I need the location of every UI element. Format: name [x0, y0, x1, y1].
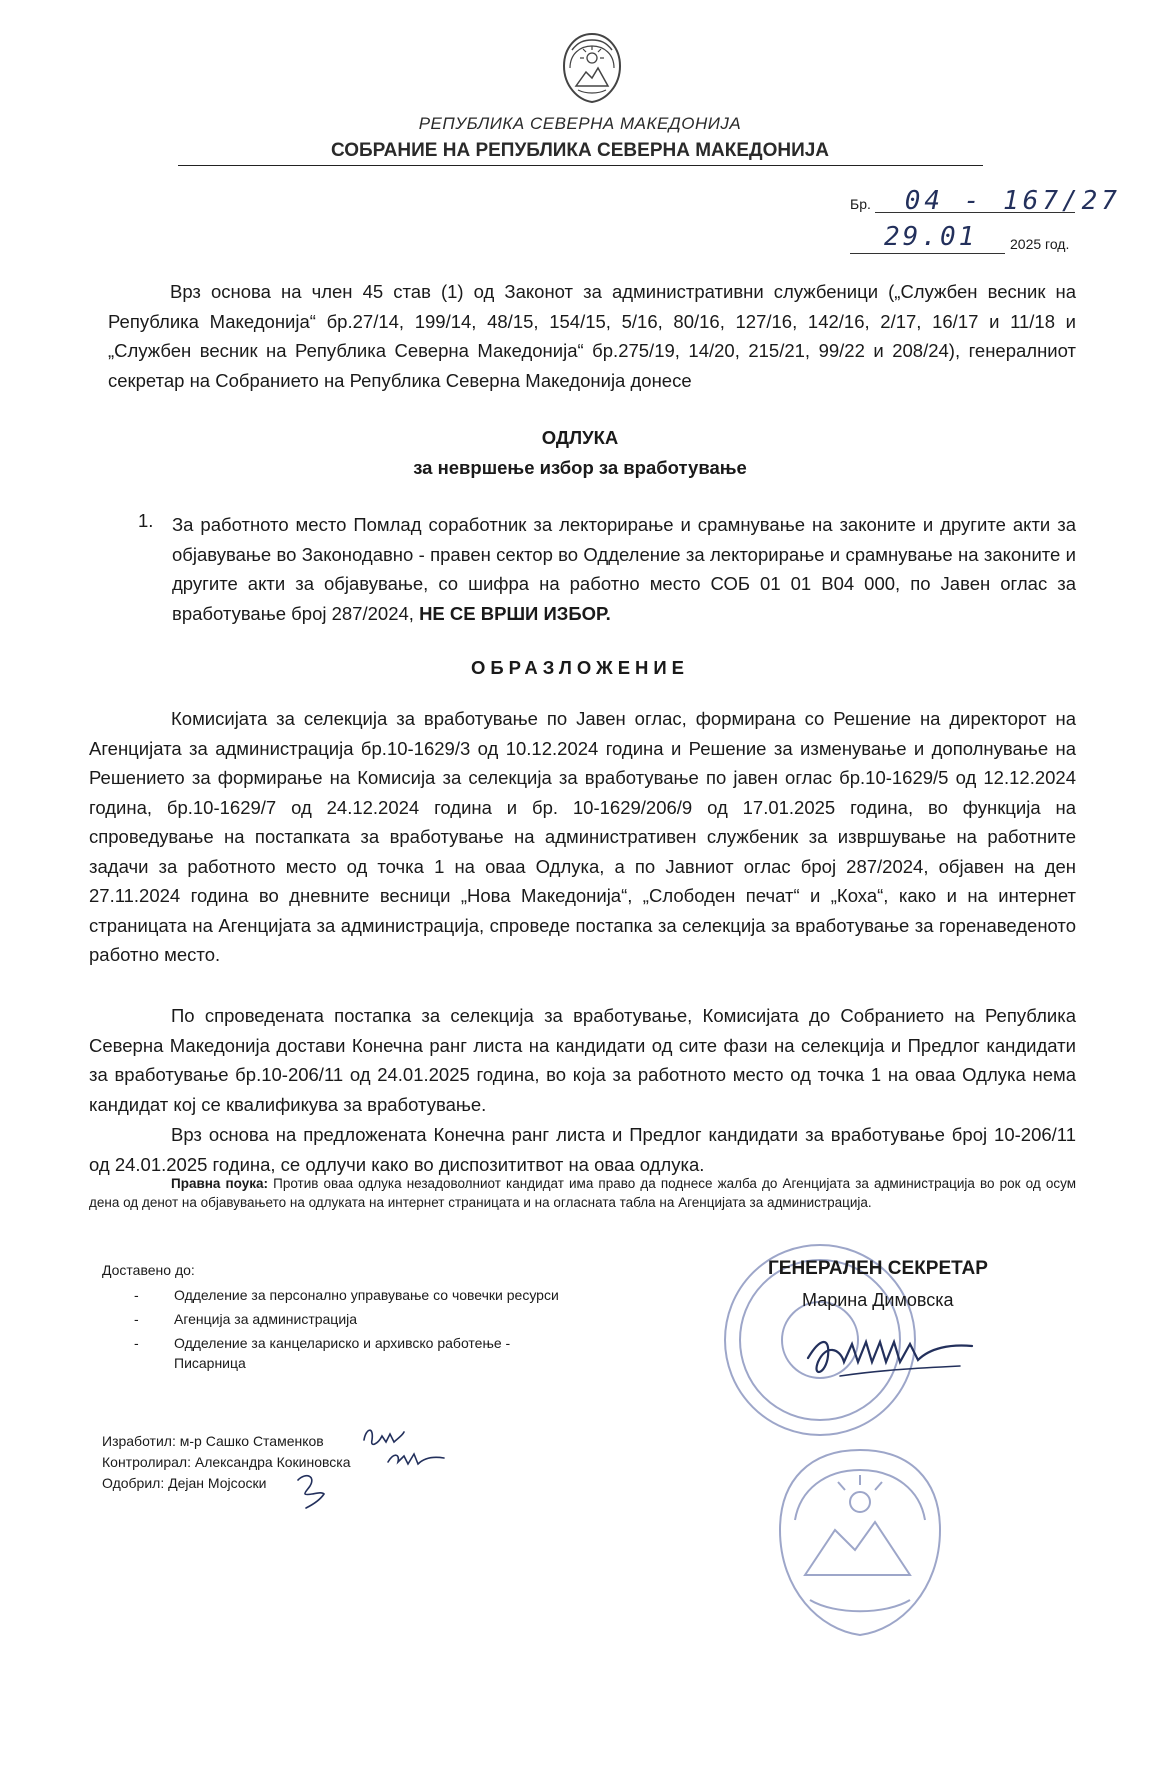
delivery-item-2: Агенција за администрација [174, 1311, 358, 1327]
legal-notice [89, 1174, 1076, 1212]
header-divider [178, 165, 983, 166]
republic-heading: РЕПУБЛИКА СЕВЕРНА МАКЕДОНИЈА [418, 114, 742, 133]
reasoning-title: ОБРАЗЛОЖЕНИЕ [470, 657, 690, 678]
number-label: Бр. [850, 196, 871, 212]
delivery-item-1: Одделение за персонално управување со човечки ресурси [174, 1287, 559, 1303]
handwritten-signature-icon [800, 1318, 980, 1388]
legal-notice-text: Против оваа одлука незадоволниот кандидат има право да поднесе жалба до Агенцијата за администрација во рок од осум дена од денот на објавувањето на одлуката на интернет страницата и на огласната табла на Агенцијата за администрација. [89, 1176, 1076, 1210]
handwritten-date: 29.01 [884, 222, 978, 252]
document-date [850, 222, 1070, 252]
list-item [134, 1285, 574, 1305]
assembly-heading: СОБРАНИЕ НА РЕПУБЛИКА СЕВЕРНА МАКЕДОНИЈА [330, 140, 830, 161]
decision-item-text: За работното место Помлад соработник за лекторирање и срамнување на законите и другите акти за објавување во Законодавно - правен сектор во Одделение за лекторирање и срамнување на законите и другите акти за објавување, со шифра на работно место СОБ 01 01 В04 000, по Јавен оглас за вработување број 287/2024, [172, 514, 1076, 624]
handwritten-number: 04 - 167/27 [904, 186, 1121, 216]
list-item [134, 1333, 574, 1373]
initials-signature-icon [386, 1446, 446, 1472]
signatory-title: ГЕНЕРАЛЕН СЕКРЕТАР [768, 1258, 988, 1279]
reasoning-paragraph-1: Комисијата за селекција за вработување по Јавен оглас, формирана со Решение на директорот на Агенцијата за администрација бр.10-1629/3 од 10.12.2024 година и Решение за изменување и дополнување на Решението за формирање на Комисија за селекција за вработување по јавен оглас бр.10-1629/5 од 12.12.2024 година, бр.10-1629/7 од 24.12.2024 година и бр. 10-1629/206/9 од 17.01.2025 година, во функција на спроведување на постапката за вработување на административен службеник за извршување на работните задачи за работното место од точка 1 на оваа Одлука, а по Јавниот оглас број 287/2024, објавен на ден 27.11.2024 година во дневните весници „Нова Македонија“, „Слободен печат“ и „Коха“, како и на интернет страницата на Агенцијата за администрација, спроведе постапка за селекција за вработување за горенаведеното работно место. [89, 708, 1076, 965]
delivery-list [134, 1285, 574, 1377]
decision-outcome: НЕ СЕ ВРШИ ИЗБОР. [419, 602, 611, 624]
list-item [134, 1309, 574, 1329]
dash-bullet: - [134, 1335, 139, 1351]
intro-paragraph: Врз основа на член 45 став (1) од Законот за административни службеници („Службен весник на Република Македонија“ бр.27/14, 199/14, 48/15, 154/15, 5/16, 80/16, 127/16, 142/16, 2/17, 16/17 и 11/18 и „Службен весник на Република Северна Македонија“ бр.275/19, 14/20, 215/21, 99/22 и 208/24), генералниот секретар на Собранието на Република Северна Македонија донесе [108, 281, 1076, 391]
prepared-by: Изработил: м-р Сашко Стаменков [102, 1433, 324, 1449]
decision-subtitle: за невршење избор за вработување [413, 457, 747, 478]
reasoning-paragraph-2: По спроведената постапка за селекција за вработување, Комисијата до Собранието на Република Северна Македонија достави Конечна ранг листа на кандидати од сите фази на селекција и Предлог кандидати за вработување бр.10-206/11 од 24.01.2025 година, во која за работното место од точка 1 на оваа Одлука нема кандидат кој се квалификува за вработување. [89, 1005, 1076, 1115]
decision-item [172, 510, 1076, 628]
reasoning-paragraph-3: Врз основа на предложената Конечна ранг листа и Предлог кандидати за вработување број 10-206/11 од 24.01.2025 година, се одлучи како во диспозититвот на оваа одлука. [89, 1124, 1076, 1175]
initials-signature-icon [292, 1470, 332, 1510]
approved-by: Одобрил: Дејан Мојсоски [102, 1475, 267, 1491]
number-underline [875, 212, 1075, 213]
controlled-by: Контролирал: Александра Кокиновска [102, 1454, 351, 1470]
dash-bullet: - [134, 1311, 139, 1327]
decision-title: ОДЛУКА [541, 427, 619, 448]
legal-notice-label: Правна поука: [171, 1176, 269, 1191]
item-number: 1. [138, 510, 154, 531]
dash-bullet: - [134, 1287, 139, 1303]
year-suffix: 2025 год. [1010, 236, 1070, 252]
delivery-item-3: Одделение за канцелариско и архивско работење - Писарница [174, 1335, 511, 1371]
signatory-name: Марина Димовска [802, 1290, 954, 1310]
date-underline [850, 253, 1005, 254]
coat-of-arms-icon [558, 28, 626, 106]
delivery-title: Доставено до: [102, 1262, 195, 1278]
